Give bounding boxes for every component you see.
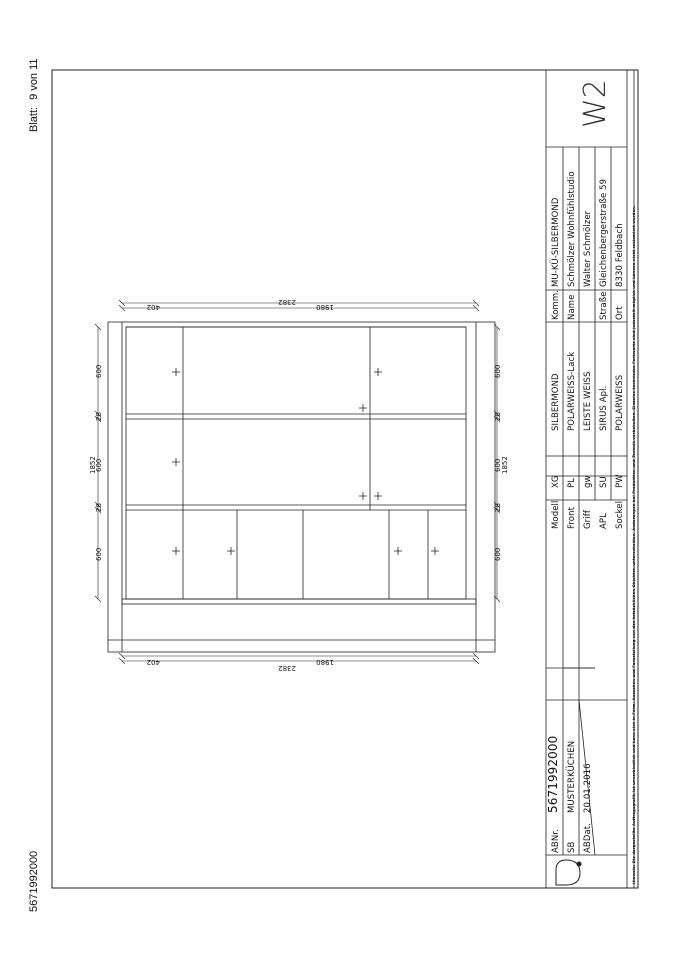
document-id: 5671992000 xyxy=(28,850,40,912)
dim-left-total: 1852 xyxy=(89,456,97,474)
dimension-lines xyxy=(95,300,500,664)
strasse-label: Straße xyxy=(599,291,609,320)
dim-right-total: 1852 xyxy=(501,456,509,474)
name-value: Schmölzer Wohnfühlstudio xyxy=(567,171,577,287)
dim-left-3: 600 xyxy=(95,458,103,472)
front-value: POLARWEISS-Lack xyxy=(567,351,577,431)
dimension-labels xyxy=(89,298,509,672)
dim-right-2: 28 xyxy=(494,412,502,421)
apl-value: SIRUS Apl. xyxy=(599,385,609,431)
name-value-2: Walter Schmölzer xyxy=(583,210,593,287)
sb-label: SB xyxy=(567,841,577,853)
griff-code: gw xyxy=(583,475,593,488)
dim-right-3: 600 xyxy=(494,458,502,472)
dim-top-total: 2382 xyxy=(278,298,296,306)
komm-value: MU-KÜ-SILBERMOND xyxy=(551,197,561,287)
view-code: W2 xyxy=(578,79,613,128)
front-label: Front xyxy=(567,507,577,529)
sheet-value: 9 von 11 xyxy=(28,58,40,100)
dim-bottom-total: 2382 xyxy=(278,664,296,672)
name-label: Name xyxy=(567,294,577,320)
dim-right-4: 28 xyxy=(494,503,502,512)
abdat-label: ABDat. xyxy=(583,822,593,853)
dim-top-inner: 1980 xyxy=(316,303,334,311)
abnr-value: 5671992000 xyxy=(546,735,560,813)
modell-value: SILBERMOND xyxy=(551,373,561,431)
handle-marks xyxy=(172,368,439,555)
cabinet-elevation xyxy=(108,322,495,652)
abnr-label: ABNr. xyxy=(551,829,561,853)
dim-bottom-side: 402 xyxy=(146,658,160,666)
abdat-value: 20.01.2016 xyxy=(583,763,593,813)
sockel-code: PW xyxy=(615,474,625,488)
griff-label: Griff xyxy=(583,510,593,529)
legal-notice: Hinweis: Die dargestellte Auftragsgrafik ist unverbindlich und kann sich in Form, Aussehen und Farbstellung von den tatsächlichen Objekten unterscheiden. Änderungen bei Produktion und Technik vorbehalten. Einzelne technische Farbwerte sind jederzeit möglich und können nicht reklamiert werden. xyxy=(631,205,636,884)
dim-left-2: 28 xyxy=(95,412,103,421)
dim-right-5: 600 xyxy=(494,547,502,561)
strasse-value: Gleichenbergerstraße 59 xyxy=(599,178,609,287)
dim-bottom-inner: 1980 xyxy=(316,658,334,666)
ort-value: 8330 Feldbach xyxy=(615,223,625,287)
modell-label: Modell xyxy=(551,500,561,529)
dim-left-5: 600 xyxy=(95,547,103,561)
ort-label: Ort xyxy=(615,306,625,320)
apl-code: SU xyxy=(599,476,609,488)
komm-label: Komm. xyxy=(551,289,561,320)
sockel-label: Sockel xyxy=(615,500,625,529)
brand-logo xyxy=(556,860,581,885)
dim-top-side: 402 xyxy=(146,303,160,311)
sheet-label: Blatt: xyxy=(28,106,40,132)
sb-value: MUSTERKÜCHEN xyxy=(567,740,577,813)
front-code: PL xyxy=(567,477,577,488)
modell-code: XG xyxy=(551,475,561,488)
dim-right-1: 600 xyxy=(494,364,502,378)
sockel-value: POLARWEISS xyxy=(615,374,625,431)
dim-left-1: 600 xyxy=(95,364,103,378)
apl-label: APL xyxy=(599,513,609,529)
griff-value: LEISTE WEISS xyxy=(583,371,593,431)
dim-left-4: 28 xyxy=(95,503,103,512)
